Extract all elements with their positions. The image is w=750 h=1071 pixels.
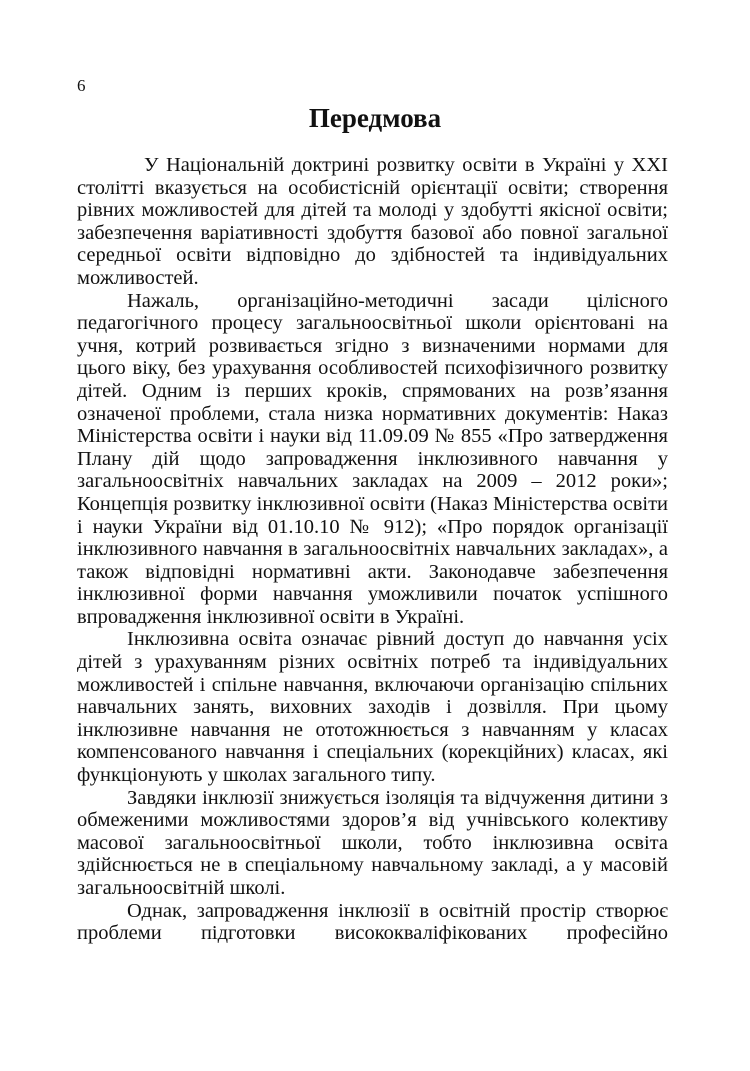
paragraph: Однак, запровадження інклюзії в освітній простір створює проблеми підготовки висококваліфікованих професійно [77, 899, 668, 945]
paragraph: Інклюзивна освіта означає рівний доступ до навчання усіх дітей з урахуванням різних освітніх потреб та індивідуальних можливостей і спільне навчання, включаючи організацію спільних навчальних занять, виховних заходів і дозвілля. При цьому інклюзивне навчання не ототожнюється з навчанням у класах компенсованого навчання і спеціальних (корекційних) класах, які функціонують у школах загального типу. [77, 628, 668, 787]
body-text [77, 154, 668, 945]
paragraph: Завдяки інклюзії знижується ізоляція та відчуження дитини з обмеженими можливостями здоров’я від учнівського колективу масової загальноосвітньої школи, тобто інклюзивна освіта здійснюється не в спеціальному навчальному закладі, а у масовій загальноосвітній школі. [77, 786, 668, 899]
paragraph: Нажаль, організаційно-методичні засади цілісного педагогічного процесу загальноосвітньої школи орієнтовані на учня, котрий розвивається згідно з визначеними нормами для цього віку, без урахування особливостей психофізичного розвитку дітей. Одним із перших кроків, спрямованих на розв’язання означеної проблеми, стала низка нормативних документів: Наказ Міністерства освіти і науки від 11.09.09 № 855 «Про затвердження Плану дій щодо запровадження інклюзивного навчання у загальноосвітніх навчальних закладах на 2009 – 2012 роки»; Концепція розвитку інклюзивної освіти (Наказ Міністерства освіти і науки України від 01.10.10 № 912); «Про порядок організації інклюзивного навчання в загальноосвітніх навчальних закладах», а також відповідні нормативні акти. Законодавче забезпечення інклюзивної форми навчання уможливили початок успішного впровадження інклюзивної освіти в Україні. [77, 289, 668, 628]
paragraph: У Національній доктрині розвитку освіти в Україні у ХХІ столітті вказується на особистісній орієнтації освіти; створення рівних можливостей для дітей та молоді у здобутті якісної освіти; забезпечення варіативності здобуття базової або повної загальної середньої освіти відповідно до здібностей та індивідуальних можливостей. [77, 154, 668, 289]
page-number: 6 [77, 76, 86, 95]
page-title: Передмова [308, 103, 442, 133]
